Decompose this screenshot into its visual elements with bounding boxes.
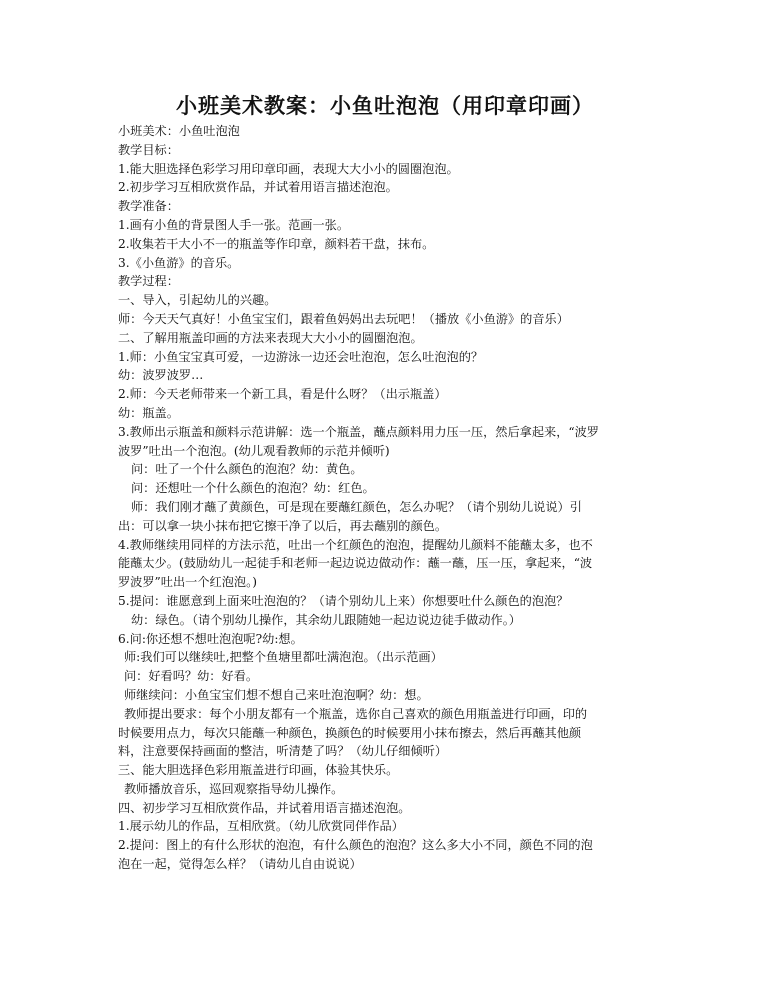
section-heading: 教学过程： — [118, 274, 179, 289]
section-heading: 二、了解用瓶盖印画的方法来表现大大小小的圆圈泡泡。 — [118, 330, 423, 345]
text-line: 师继续问：小鱼宝宝们想不想自己来吐泡泡啊？幼：想。 — [124, 687, 429, 702]
document-body — [118, 122, 666, 874]
text-line: 幼：波罗波罗… — [118, 368, 204, 383]
text-line: 师：今天天气真好！小鱼宝宝们，跟着鱼妈妈出去玩吧！（播放《小鱼游》的音乐） — [118, 311, 569, 326]
text-line: 2.收集若干大小不一的瓶盖等作印章，颜料若干盘，抹布。 — [118, 236, 435, 251]
text-line: 幼：瓶盖。 — [118, 405, 179, 420]
document-title: 小班美术教案：小鱼吐泡泡（用印章印画） — [176, 93, 594, 118]
text-line: 3.教师出示瓶盖和颜料示范讲解：选一个瓶盖，蘸点颜料用力压一压，然后拿起来，“波罗 — [118, 424, 599, 439]
text-line: 罗波罗”吐出一个红泡泡。) — [118, 575, 257, 590]
text-line: 1.师：小鱼宝宝真可爱，一边游泳一边还会吐泡泡，怎么吐泡泡的？ — [118, 349, 484, 364]
text-line: 师:我们可以继续吐,把整个鱼塘里都吐满泡泡。（出示范画） — [124, 650, 443, 665]
text-line: 1.画有小鱼的背景图人手一张。范画一张。 — [118, 217, 350, 232]
text-line: 出：可以拿一块小抹布把它擦干净了以后，再去蘸别的颜色。 — [118, 518, 448, 533]
text-line: 师：我们刚才蘸了黄颜色，可是现在要蘸红颜色，怎么办呢？（请个别幼儿说说）引 — [131, 499, 582, 514]
text-line: 教师提出要求：每个小朋友都有一个瓶盖，选你自己喜欢的颜色用瓶盖进行印画，印的 — [124, 706, 588, 721]
section-heading: 一、导入，引起幼儿的兴趣。 — [118, 293, 277, 308]
text-line: 幼：绿色。（请个别幼儿操作，其余幼儿跟随她一起边说边徒手做动作。） — [131, 612, 521, 627]
text-line: 2.师：今天老师带来一个新工具，看是什么呀？（出示瓶盖） — [118, 387, 447, 402]
section-heading: 教学目标： — [118, 142, 179, 157]
text-line: 4.教师继续用同样的方法示范，吐出一个红颜色的泡泡，提醒幼儿颜料不能蘸太多，也不 — [118, 537, 593, 552]
text-line: 1.能大胆选择色彩学习用印章印画，表现大大小小的圆圈泡泡。 — [118, 161, 459, 176]
text-line: 问：还想吐一个什么颜色的泡泡？幼：红色。 — [131, 481, 375, 496]
text-line: 3.《小鱼游》的音乐。 — [118, 255, 240, 270]
text-line: 6.问:你还想不想吐泡泡呢?幼:想。 — [118, 631, 303, 646]
text-line: 问：好看吗？幼：好看。 — [124, 669, 259, 684]
text-line: 能蘸太少。(鼓励幼儿一起徒手和老师一起边说边做动作：蘸一蘸，压一压，拿起来，“波 — [118, 556, 593, 571]
section-heading: 教学准备： — [118, 199, 179, 214]
text-line: 时候要用点力，每次只能蘸一种颜色，换颜色的时候要用小抹布擦去，然后再蘸其他颜 — [118, 725, 582, 740]
text-line: 2.初步学习互相欣赏作品，并试着用语言描述泡泡。 — [118, 180, 398, 195]
text-line: 问：吐了一个什么颜色的泡泡？幼：黄色。 — [131, 462, 363, 477]
section-heading: 四、初步学习互相欣赏作品，并试着用语言描述泡泡。 — [118, 800, 411, 815]
text-line: 料，注意要保持画面的整洁，听清楚了吗？（幼儿仔细倾听） — [118, 744, 448, 759]
text-line: 5.提问：谁愿意到上面来吐泡泡的？（请个别幼儿上来）你想要吐什么颜色的泡泡？ — [118, 593, 569, 608]
text-line: 小班美术：小鱼吐泡泡 — [118, 124, 240, 138]
text-line: 1.展示幼儿的作品，互相欣赏。（幼儿欣赏同伴作品） — [118, 819, 404, 834]
text-line: 泡在一起，觉得怎么样？（请幼儿自由说说） — [118, 857, 362, 872]
text-line: 2.提问：图上的有什么形状的泡泡，有什么颜色的泡泡？这么多大小不同，颜色不同的泡 — [118, 838, 593, 853]
text-line: 教师播放音乐，巡回观察指导幼儿操作。 — [124, 781, 344, 796]
section-heading: 三、能大胆选择色彩用瓶盖进行印画，体验其快乐。 — [118, 763, 399, 778]
text-line: 波罗”吐出一个泡泡。(幼儿观看教师的示范并倾听) — [118, 443, 390, 458]
